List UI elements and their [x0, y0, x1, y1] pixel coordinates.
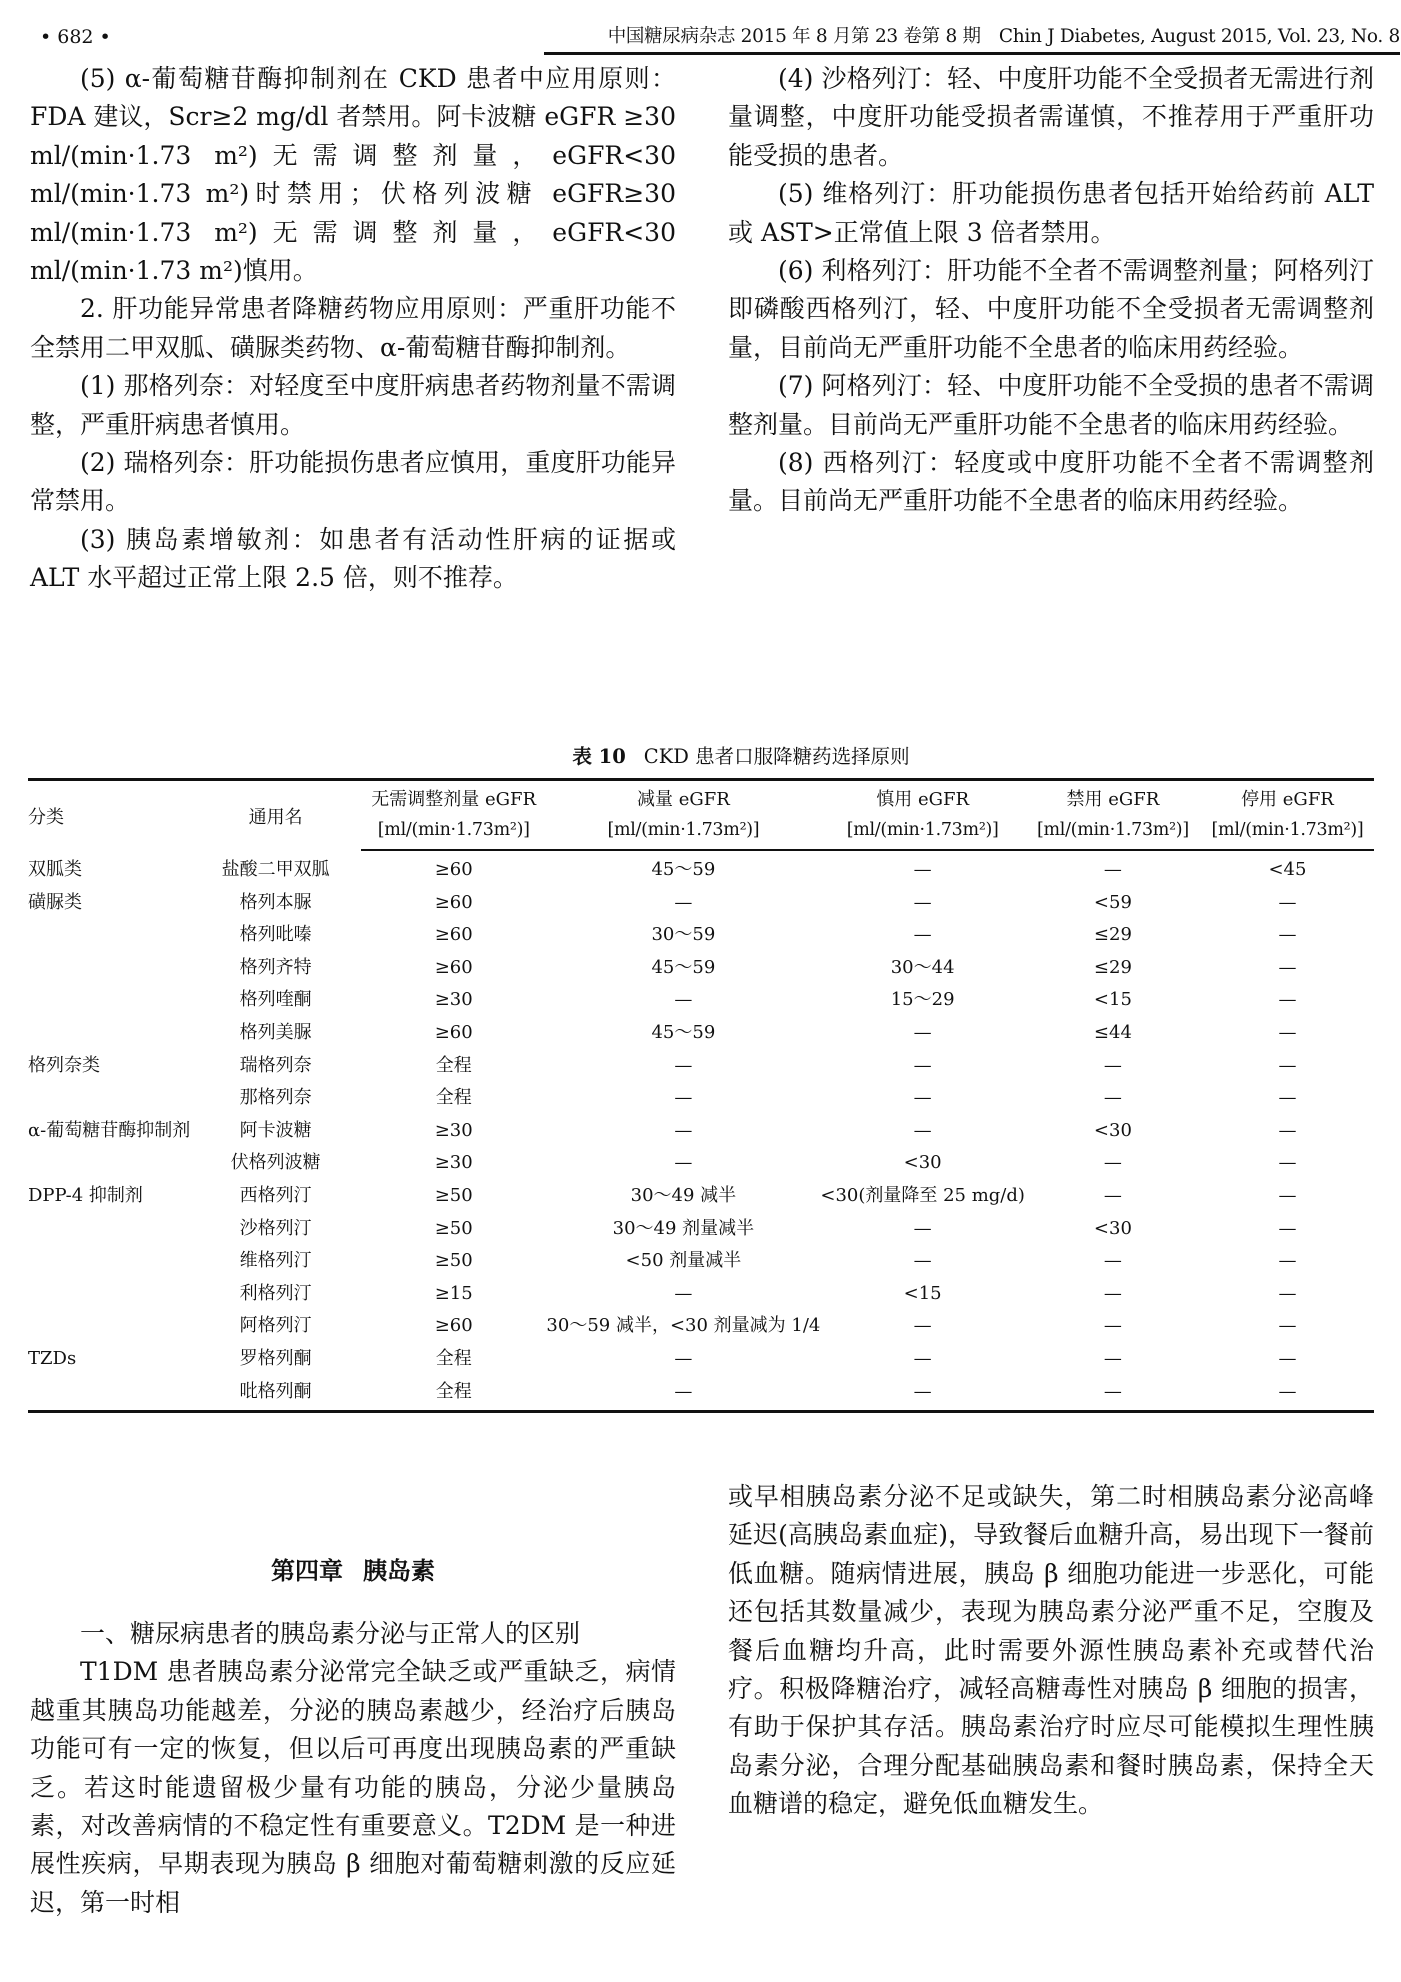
drug-class-cell: [28, 1017, 190, 1050]
right-column-top: [728, 60, 1374, 521]
egfr-cell: <45: [1268, 859, 1307, 880]
drug-name-cell: 西格列汀: [239, 1184, 312, 1206]
egfr-cell: —: [674, 989, 693, 1011]
column-header: 通用名: [190, 780, 361, 851]
table-row: [28, 1147, 1374, 1180]
paragraph: (1) 那格列奈：对轻度至中度肝病患者药物剂量不需调整，严重肝病患者慎用。: [30, 371, 676, 439]
journal-citation: 中国糖尿病杂志 2015 年 8 月第 23 卷第 8 期 Chin J Diabetes, August 2015, Vol. 23, No. 8: [544, 22, 1400, 55]
egfr-cell: —: [674, 1347, 693, 1369]
drug-name-cell: 罗格列酮: [239, 1347, 312, 1369]
egfr-cell: —: [1278, 1152, 1297, 1174]
egfr-cell: ≤44: [1093, 1021, 1132, 1043]
column-header: 分类: [28, 780, 190, 851]
egfr-cell: —: [1278, 1250, 1297, 1272]
column-unit: [ml/(min·1.73m²)]: [361, 815, 546, 850]
table-row: [28, 1213, 1374, 1246]
drug-name-cell: 维格列汀: [239, 1250, 312, 1272]
egfr-cell: 30～49 剂量减半: [612, 1217, 755, 1239]
egfr-cell: 全程: [361, 1376, 546, 1412]
egfr-cell: —: [1278, 989, 1297, 1011]
table-header-row: [28, 780, 1374, 816]
paragraph: (3) 胰岛素增敏剂：如患者有活动性肝病的证据或 ALT 水平超过正常上限 2.5 倍，则不推荐。: [30, 524, 676, 593]
egfr-cell: <30: [903, 1152, 942, 1174]
egfr-cell: ≥30: [434, 989, 473, 1011]
drug-name-cell: 瑞格列奈: [239, 1054, 312, 1076]
drug-class-cell: [28, 1082, 190, 1115]
egfr-cell: ≤29: [1093, 924, 1132, 946]
drug-class-cell: 双胍类: [28, 858, 82, 880]
table-row: [28, 1343, 1374, 1376]
table-row: [28, 850, 1374, 887]
egfr-cell: 全程: [435, 1087, 472, 1109]
drug-name-cell: 沙格列汀: [239, 1217, 312, 1239]
column-header: 减量 eGFR: [546, 780, 820, 816]
paragraph: (2) 瑞格列奈：肝功能损伤患者应慎用，重度肝功能异常禁用。: [30, 448, 676, 516]
egfr-cell: —: [913, 1217, 932, 1239]
egfr-cell: —: [674, 891, 693, 913]
egfr-cell: —: [913, 1347, 932, 1369]
drug-class-cell: [28, 1278, 190, 1311]
drug-name-cell: 那格列奈: [239, 1087, 312, 1109]
egfr-cell: 30～49 减半: [630, 1184, 737, 1206]
table-row: [28, 1017, 1374, 1050]
egfr-cell: —: [913, 1021, 932, 1043]
egfr-cell: <30: [1093, 1217, 1132, 1239]
egfr-cell: ≥50: [434, 1217, 473, 1239]
drug-selection-table: [28, 778, 1374, 1413]
egfr-cell: <30(剂量降至 25 mg/d): [820, 1184, 1025, 1206]
table-row: [28, 952, 1374, 985]
drug-class-cell: 磺脲类: [28, 891, 82, 913]
egfr-cell: —: [1278, 1021, 1297, 1043]
egfr-cell: —: [913, 1087, 932, 1109]
egfr-cell: 全程: [435, 1347, 472, 1369]
drug-name-cell: 阿格列汀: [239, 1315, 312, 1337]
paragraph: (4) 沙格列汀：轻、中度肝功能不全受损者无需进行剂量调整，中度肝功能受损者需谨慎，不推荐用于严重肝功能受损的患者。: [728, 64, 1374, 170]
table-caption-title: CKD 患者口服降糖药选择原则: [643, 745, 910, 768]
egfr-cell: —: [913, 1054, 932, 1076]
egfr-cell: —: [820, 1376, 1025, 1412]
egfr-cell: —: [1103, 1087, 1122, 1109]
drug-class-cell: [28, 1245, 190, 1278]
egfr-cell: ≥50: [434, 1250, 473, 1272]
table-row: [28, 1278, 1374, 1311]
drug-name-cell: 格列吡嗪: [239, 924, 312, 946]
column-unit: [ml/(min·1.73m²)]: [820, 815, 1025, 850]
egfr-cell: —: [1278, 1087, 1297, 1109]
right-column-bottom: [728, 1478, 1374, 1824]
drug-name-cell: 盐酸二甲双胍: [221, 858, 330, 880]
table-row: [28, 919, 1374, 952]
egfr-cell: —: [1278, 1282, 1297, 1304]
egfr-cell: 45～59: [651, 859, 716, 880]
drug-name-cell: 伏格列波糖: [230, 1152, 321, 1174]
egfr-cell: —: [1103, 1184, 1122, 1206]
table-row: [28, 1115, 1374, 1148]
egfr-cell: —: [674, 1087, 693, 1109]
paragraph: (6) 利格列汀：肝功能不全者不需调整剂量；阿格列汀即磷酸西格列汀，轻、中度肝功能不全受损者无需调整剂量，目前尚无严重肝功能不全患者的临床用药经验。: [728, 256, 1374, 362]
egfr-cell: ≥60: [434, 956, 473, 978]
egfr-cell: <15: [1093, 989, 1132, 1011]
egfr-cell: —: [1278, 1119, 1297, 1141]
egfr-cell: —: [1201, 1376, 1374, 1412]
egfr-cell: <30: [1093, 1119, 1132, 1141]
egfr-cell: <15: [903, 1282, 942, 1304]
column-header: 无需调整剂量 eGFR: [361, 780, 546, 816]
egfr-cell: —: [1103, 859, 1122, 880]
egfr-cell: —: [1103, 1282, 1122, 1304]
egfr-cell: —: [1103, 1054, 1122, 1076]
paragraph: (7) 阿格列汀：轻、中度肝功能不全受损的患者不需调整剂量。目前尚无严重肝功能不全患者的临床用药经验。: [728, 371, 1374, 439]
drug-class-cell: [28, 1213, 190, 1246]
section-heading: 一、糖尿病患者的胰岛素分泌与正常人的区别: [80, 1619, 581, 1648]
egfr-cell: —: [674, 1119, 693, 1141]
egfr-cell: —: [1103, 1347, 1122, 1369]
egfr-cell: ≥60: [434, 1021, 473, 1043]
page-number: • 682 •: [40, 26, 111, 48]
table-row: [28, 1050, 1374, 1083]
table-row: [28, 984, 1374, 1017]
egfr-cell: —: [913, 924, 932, 946]
chapter-number: 第四章: [271, 1556, 343, 1585]
column-unit: [ml/(min·1.73m²)]: [546, 815, 820, 850]
egfr-cell: 30～44: [890, 956, 955, 978]
egfr-cell: —: [1025, 1376, 1201, 1412]
drug-class-cell: [28, 919, 190, 952]
egfr-cell: 30～59 减半，<30 剂量减为 1/4: [546, 1315, 821, 1337]
egfr-cell: ≥30: [434, 1119, 473, 1141]
left-column-top: [30, 60, 676, 598]
egfr-cell: ≤29: [1093, 956, 1132, 978]
egfr-cell: —: [1103, 1152, 1122, 1174]
egfr-cell: —: [1278, 1347, 1297, 1369]
egfr-cell: 45～59: [651, 956, 716, 978]
egfr-cell: —: [1103, 1250, 1122, 1272]
drug-class-cell: α-葡萄糖苷酶抑制剂: [28, 1119, 191, 1141]
drug-name-cell: 吡格列酮: [190, 1376, 361, 1412]
egfr-cell: —: [913, 1119, 932, 1141]
egfr-cell: ≥30: [434, 1152, 473, 1174]
egfr-cell: —: [1278, 1184, 1297, 1206]
drug-class-cell: [28, 1147, 190, 1180]
egfr-cell: —: [913, 859, 932, 880]
egfr-cell: —: [1278, 956, 1297, 978]
egfr-cell: —: [546, 1376, 820, 1412]
egfr-cell: ≥50: [434, 1184, 473, 1206]
paragraph: (5) α-葡萄糖苷酶抑制剂在 CKD 患者中应用原则：FDA 建议，Scr≥2 mg/dl 者禁用。阿卡波糖 eGFR ≥30 ml/(min·1.73 m²)无需调整剂量，eGFR<30 ml/(min·1.73 m²)时禁用；伏格列波糖 eGFR≥30 ml/(min·1.73 m²)无需调整剂量，eGFR<30 ml/(min·1.73 m²)慎用。: [30, 64, 676, 286]
drug-class-cell: [28, 952, 190, 985]
egfr-cell: 45～59: [651, 1021, 716, 1043]
egfr-cell: —: [1278, 1315, 1297, 1337]
egfr-cell: —: [674, 1282, 693, 1304]
egfr-cell: —: [1278, 924, 1297, 946]
drug-name-cell: 格列美脲: [239, 1021, 312, 1043]
table-body: [28, 850, 1374, 1412]
egfr-cell: —: [674, 1152, 693, 1174]
drug-name-cell: 利格列汀: [239, 1282, 312, 1304]
egfr-cell: ≥60: [434, 1315, 473, 1337]
drug-class-cell: TZDs: [28, 1347, 77, 1369]
column-header: 停用 eGFR: [1201, 780, 1374, 816]
egfr-cell: —: [913, 1250, 932, 1272]
drug-class-cell: DPP-4 抑制剂: [28, 1184, 143, 1206]
egfr-cell: —: [674, 1054, 693, 1076]
table-row: [28, 1180, 1374, 1213]
egfr-cell: ≥15: [434, 1282, 473, 1304]
chapter-title: 胰岛素: [363, 1556, 435, 1585]
chapter-heading: [30, 1553, 676, 1589]
column-unit: [ml/(min·1.73m²)]: [1025, 815, 1201, 850]
egfr-cell: 15～29: [890, 989, 955, 1011]
paragraph: (5) 维格列汀：肝功能损伤患者包括开始给药前 ALT 或 AST>正常值上限 3 倍者禁用。: [728, 179, 1374, 247]
table-10: [28, 742, 1374, 1413]
column-header: 慎用 eGFR: [820, 780, 1025, 816]
table-caption: [108, 742, 1374, 772]
table-row: [28, 1245, 1374, 1278]
egfr-cell: <59: [1093, 891, 1132, 913]
egfr-cell: 全程: [435, 1054, 472, 1076]
paragraph: T1DM 患者胰岛素分泌常完全缺乏或严重缺乏，病情越重其胰岛功能越差，分泌的胰岛素越少，经治疗后胰岛功能可有一定的恢复，但以后可再度出现胰岛素的严重缺乏。若这时能遗留极少量有功能的胰岛，分泌少量胰岛素，对改善病情的不稳定性有重要意义。T2DM 是一种进展性疾病，早期表现为胰岛 β 细胞对葡萄糖刺激的反应延迟，第一时相: [30, 1657, 676, 1917]
left-column-bottom: [30, 1615, 676, 1922]
egfr-cell: ≥60: [434, 859, 473, 880]
egfr-cell: —: [1278, 891, 1297, 913]
egfr-cell: <50 剂量减半: [625, 1250, 742, 1272]
drug-name-cell: 格列齐特: [239, 956, 312, 978]
column-header: 禁用 eGFR: [1025, 780, 1201, 816]
paragraph: (8) 西格列汀：轻度或中度肝功能不全者不需调整剂量。目前尚无严重肝功能不全患者的临床用药经验。: [728, 448, 1374, 516]
drug-class-cell: [28, 984, 190, 1017]
egfr-cell: —: [1278, 1217, 1297, 1239]
egfr-cell: ≥60: [434, 891, 473, 913]
drug-name-cell: 格列本脲: [239, 891, 312, 913]
drug-name-cell: 阿卡波糖: [239, 1119, 312, 1141]
drug-class-cell: 格列奈类: [28, 1054, 100, 1076]
egfr-cell: —: [1278, 1054, 1297, 1076]
egfr-cell: —: [913, 1315, 932, 1337]
egfr-cell: —: [913, 891, 932, 913]
paragraph: 2. 肝功能异常患者降糖药物应用原则：严重肝功能不全禁用二甲双胍、磺脲类药物、α-葡萄糖苷酶抑制剂。: [30, 294, 676, 362]
table-row: [28, 887, 1374, 920]
drug-class-cell: [28, 1310, 190, 1343]
running-header: [28, 18, 1400, 52]
table-row: [28, 1082, 1374, 1115]
drug-name-cell: 格列喹酮: [239, 989, 312, 1011]
column-unit: [ml/(min·1.73m²)]: [1201, 815, 1374, 850]
table-row: [28, 1310, 1374, 1343]
egfr-cell: 30～59: [651, 924, 716, 946]
drug-class-cell: [28, 1376, 190, 1412]
table-caption-label: 表 10: [572, 745, 626, 768]
table-row: [28, 1376, 1374, 1412]
egfr-cell: —: [1103, 1315, 1122, 1337]
egfr-cell: ≥60: [434, 924, 473, 946]
paragraph: 或早相胰岛素分泌不足或缺失，第二时相胰岛素分泌高峰延迟(高胰岛素血症)，导致餐后血糖升高，易出现下一餐前低血糖。随病情进展，胰岛 β 细胞功能进一步恶化，可能还包括其数量减少，表现为胰岛素分泌严重不足，空腹及餐后血糖均升高，此时需要外源性胰岛素补充或替代治疗。积极降糖治疗，减轻高糖毒性对胰岛 β 细胞的损害，有助于保护其存活。胰岛素治疗时应尽可能模拟生理性胰岛素分泌，合理分配基础胰岛素和餐时胰岛素，保持全天血糖谱的稳定，避免低血糖发生。: [728, 1482, 1374, 1819]
